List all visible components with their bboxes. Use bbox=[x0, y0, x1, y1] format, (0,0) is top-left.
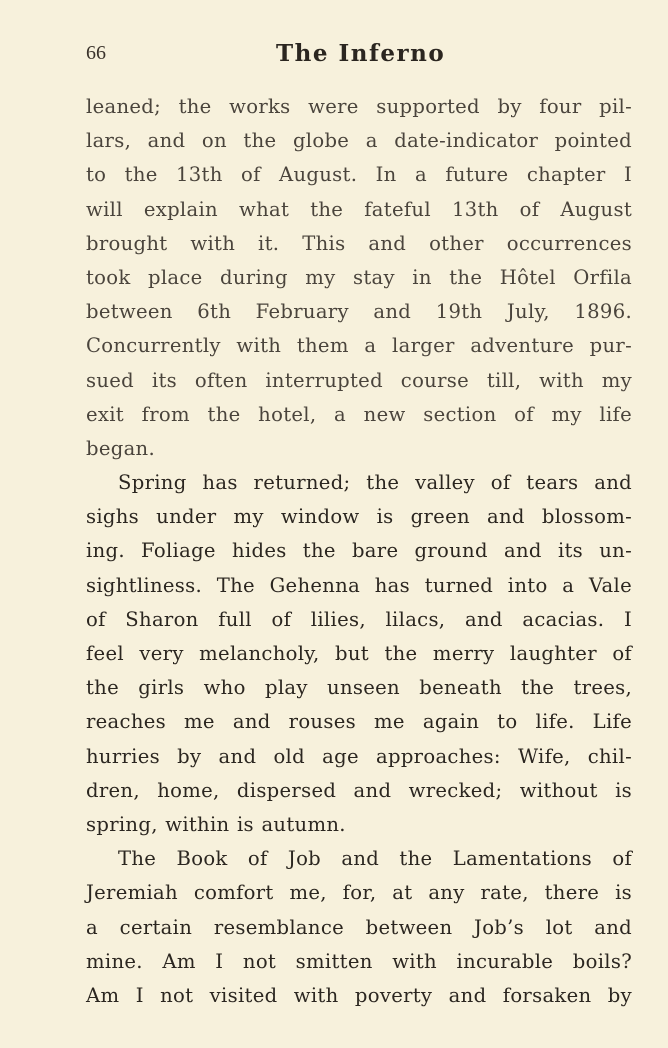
text-line: of Sharon full of lilies, lilacs, and acacias. I bbox=[86, 607, 632, 631]
text-line: a certain resemblance between Job’s lot and bbox=[86, 915, 632, 939]
text-line: Spring has returned; the valley of tears and bbox=[118, 471, 632, 495]
text-line: to the 13th of August. In a future chapter I bbox=[86, 163, 632, 187]
text-line: the girls who play unseen beneath the trees, bbox=[86, 676, 632, 700]
text-line: exit from the hotel, a new section of my life bbox=[86, 402, 632, 426]
body-text bbox=[86, 90, 632, 1013]
text-line: feel very melancholy, but the merry laughter of bbox=[86, 642, 632, 665]
text-line: sued its often interrupted course till, with my bbox=[86, 368, 632, 392]
page-number: 66 bbox=[86, 42, 106, 64]
book-title: The Inferno bbox=[276, 40, 446, 67]
text-line: Concurrently with them a larger adventure pur- bbox=[86, 334, 632, 358]
text-line: ing. Foliage hides the bare ground and its un- bbox=[86, 539, 632, 563]
text-line: hurries by and old age approaches: Wife, chil- bbox=[86, 744, 632, 768]
text-line: between 6th February and 19th July, 1896. bbox=[86, 300, 632, 324]
text-line: Am I not visited with poverty and forsaken by bbox=[86, 983, 632, 1007]
text-line: sighs under my window is green and blossom- bbox=[86, 505, 632, 529]
text-line: leaned; the works were supported by four pil- bbox=[86, 95, 632, 118]
running-head bbox=[86, 42, 632, 72]
text-line: spring, within is autumn. bbox=[86, 812, 346, 836]
text-line: will explain what the fateful 13th of August bbox=[86, 197, 632, 221]
text-line: The Book of Job and the Lamentations of bbox=[118, 847, 632, 871]
text-line: took place during my stay in the Hôtel Orfila bbox=[86, 265, 632, 289]
text-line: began. bbox=[86, 436, 156, 460]
text-line: reaches me and rouses me again to life. Life bbox=[86, 710, 632, 734]
text-line: Jeremiah comfort me, for, at any rate, there is bbox=[86, 881, 632, 905]
text-line: lars, and on the globe a date-indicator pointed bbox=[86, 129, 632, 153]
text-line: mine. Am I not smitten with incurable boils? bbox=[86, 949, 632, 973]
text-line: brought with it. This and other occurrences bbox=[86, 231, 632, 255]
text-line: dren, home, dispersed and wrecked; without is bbox=[86, 778, 632, 802]
text-line: sightliness. The Gehenna has turned into a Vale bbox=[86, 573, 632, 597]
